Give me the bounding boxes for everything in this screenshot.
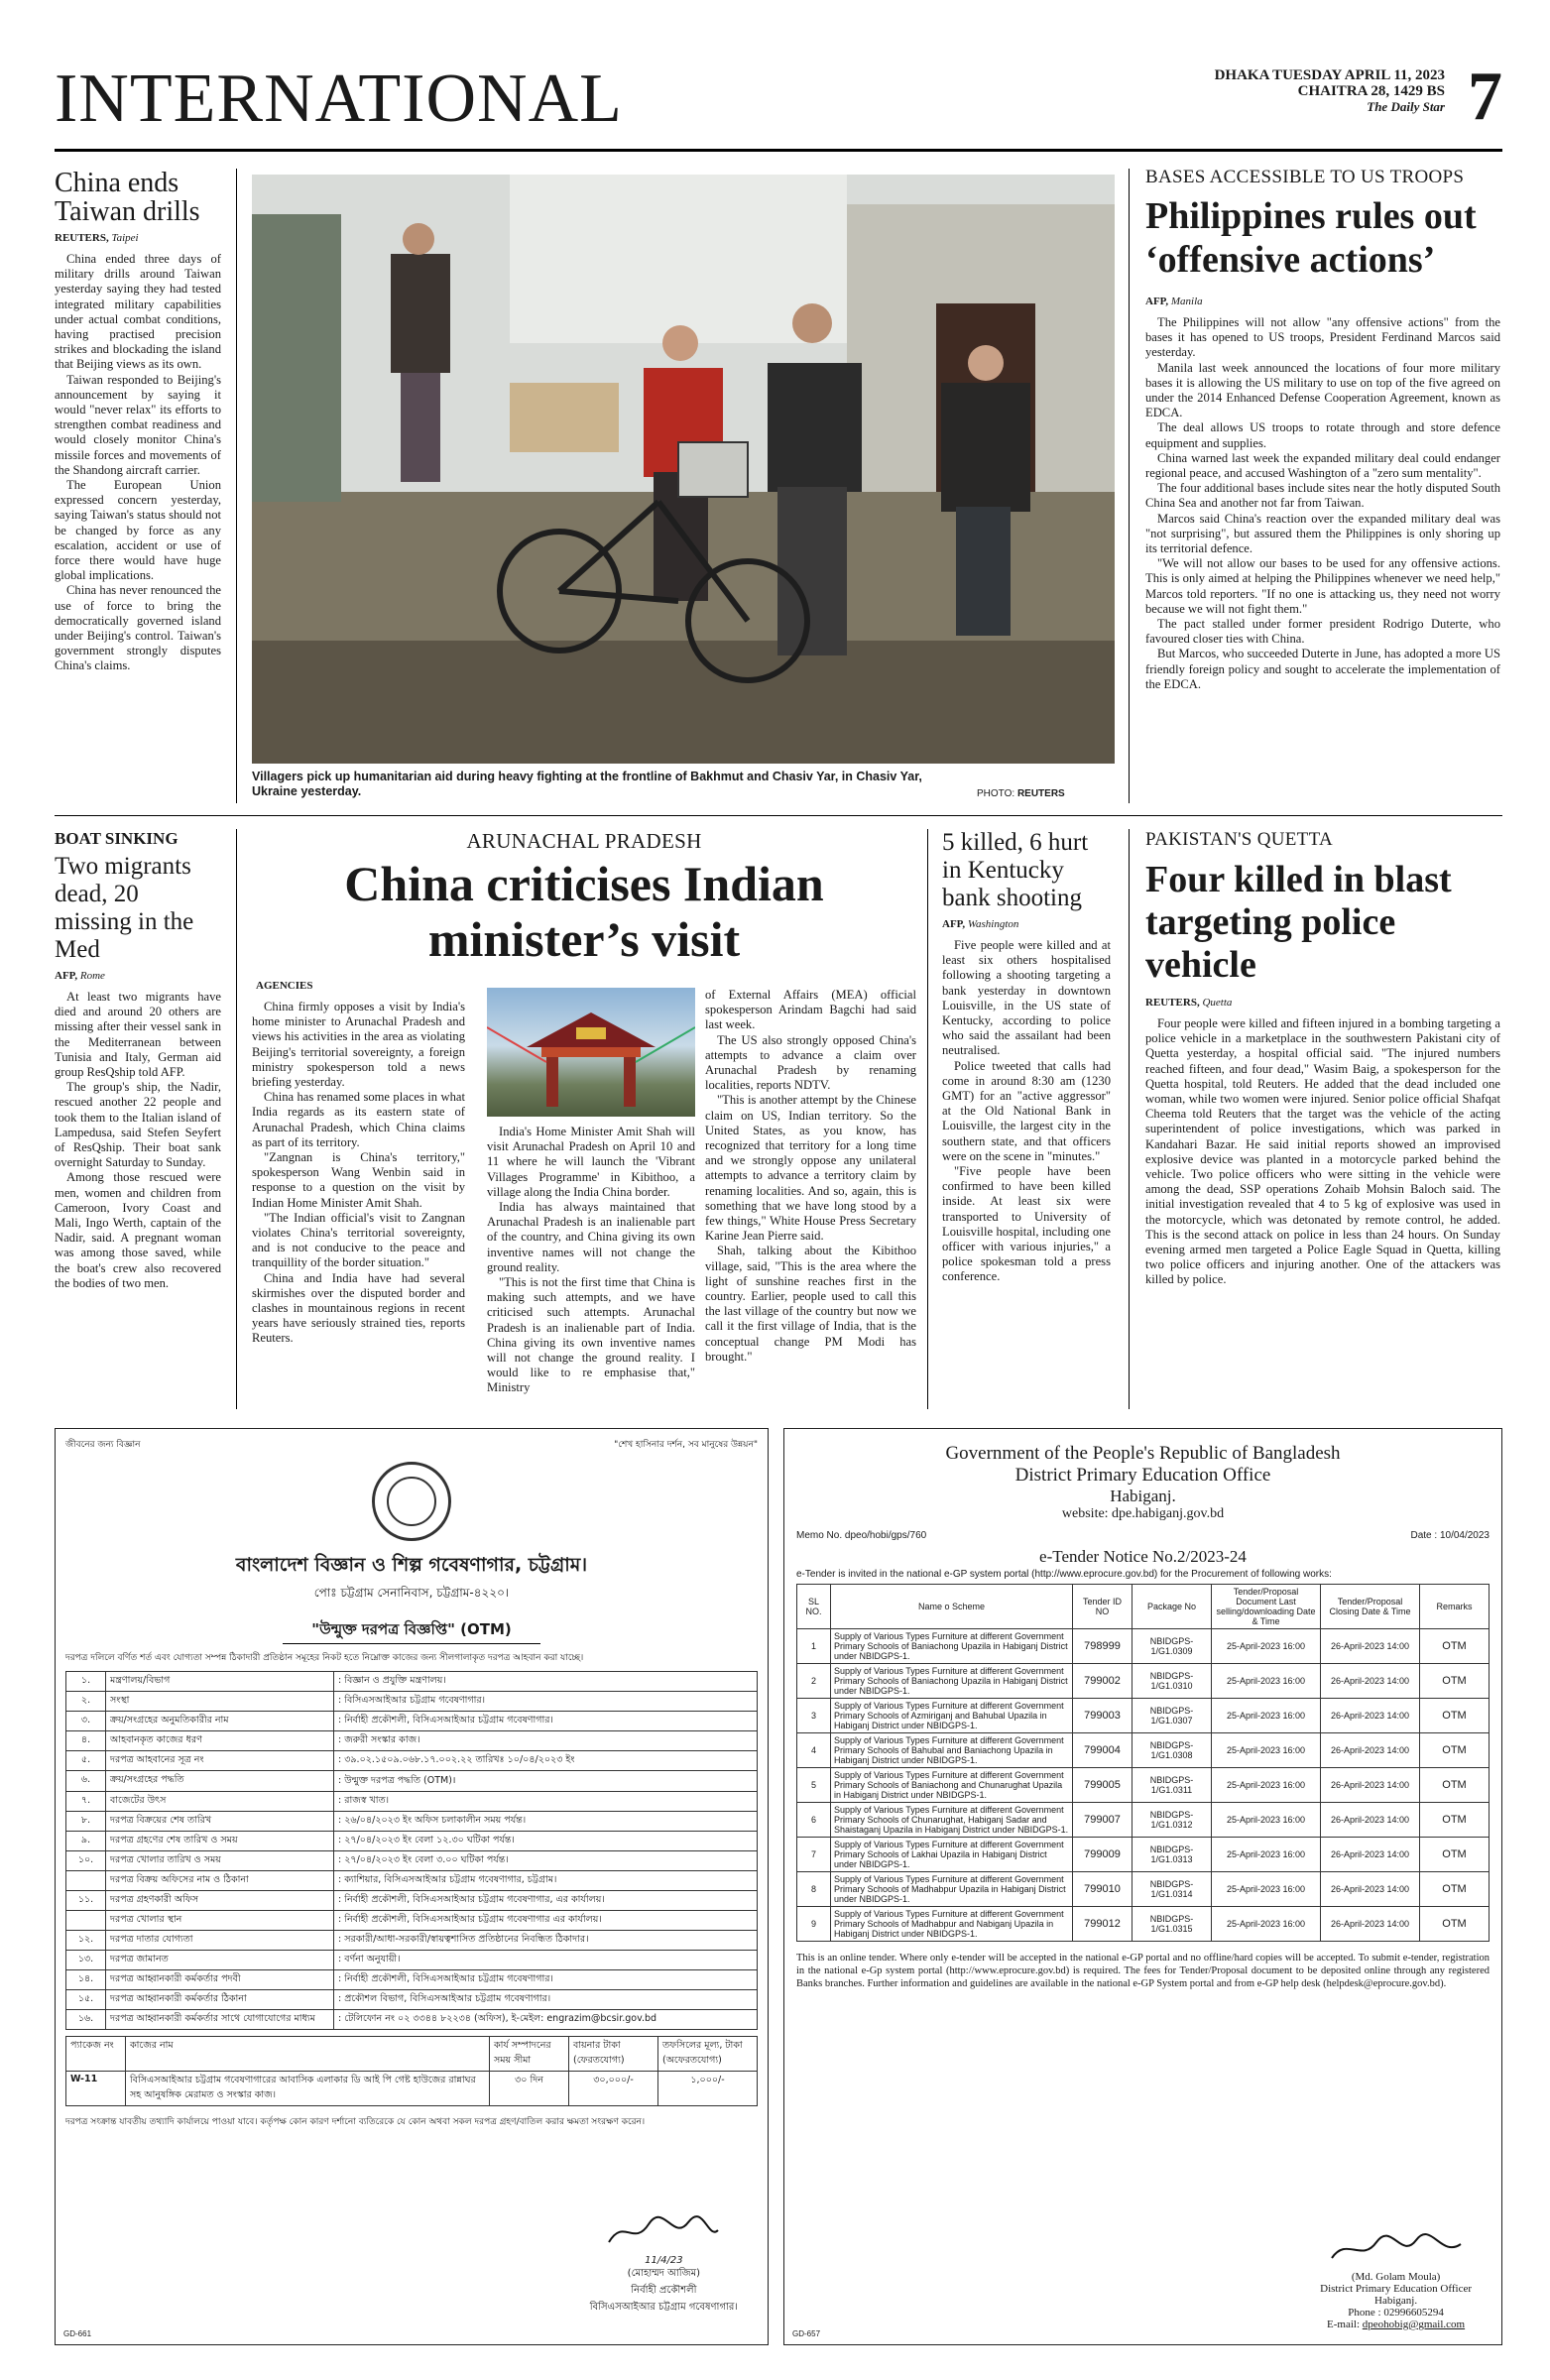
otm-cell-value: : নির্বাহী প্রকৌশলী, বিসিএসআইআর চট্টগ্রাম গবেষণাগার। xyxy=(334,1712,758,1731)
tender-place: Habiganj. xyxy=(1110,1487,1176,1505)
masthead xyxy=(55,60,1502,139)
otm-cell-no: ১১. xyxy=(66,1891,106,1911)
ukraine-photo xyxy=(252,175,1115,764)
tender-cell-sl: 6 xyxy=(797,1803,831,1838)
tender-cell-rem: OTM xyxy=(1420,1629,1490,1664)
otm-cell-no: ১৬. xyxy=(66,2010,106,2030)
tender-cell-pkg: NBIDGPS-1/G1.0315 xyxy=(1133,1907,1212,1942)
philippines-paragraph: The pact stalled under former president Rodrigo Duterte, who favoured closer ties with China. xyxy=(1145,617,1500,647)
arunachal-story xyxy=(252,829,916,1409)
tender-cell-rem: OTM xyxy=(1420,1838,1490,1872)
bcsir-logo xyxy=(372,1462,451,1541)
tender-cell-pkg: NBIDGPS-1/G1.0312 xyxy=(1133,1803,1212,1838)
migrants-kicker: BOAT SINKING xyxy=(55,829,179,848)
otm-cell-no: ১৪. xyxy=(66,1970,106,1990)
tender-cell-close: 26-April-2023 14:00 xyxy=(1321,1699,1420,1733)
photo-caption: Villagers pick up humanitarian aid during heavy fighting at the frontline of Bakhmut and Chasiv Yar, in Chasiv Yar, Ukraine yesterday. xyxy=(252,770,922,798)
taiwan-paragraph: Taiwan responded to Beijing's announcement by saying it would "never relax" its efforts to strengthen combat readiness and would closely monitor China's missile forces and movements of the Shandong aircraft carrier. xyxy=(55,372,221,477)
tender-cell-rem: OTM xyxy=(1420,1803,1490,1838)
otm-cell-label: দরপত্র বিক্রয় অফিসের নাম ও ঠিকানা xyxy=(106,1871,334,1891)
section-title: INTERNATIONAL xyxy=(55,60,623,137)
migrants-paragraph: At least two migrants have died and around 20 others are missing after their vessel sank in the Mediterranean between Tunisia and Italy, German aid group ResQship told AFP. xyxy=(55,990,221,1080)
otm-cell-value: : বর্ণনা অনুযায়ী। xyxy=(334,1951,758,1970)
signer-org: বিসিএসআইআর চট্টগ্রাম গবেষণাগার। xyxy=(589,2302,738,2313)
otm-table xyxy=(65,1671,758,2030)
tender-cell-pkg: NBIDGPS-1/G1.0311 xyxy=(1133,1768,1212,1803)
tender-signature xyxy=(1320,2228,1472,2330)
tender-cell-pkg: NBIDGPS-1/G1.0310 xyxy=(1133,1664,1212,1699)
quetta-headline: Four killed in blast targeting police vehicle xyxy=(1145,859,1452,986)
otm-cell-label: দরপত্র জামানত xyxy=(106,1951,334,1970)
column-rule xyxy=(236,829,237,1409)
arunachal-paragraph: "The Indian official's visit to Zangnan violates China's territorial sovereignty, and is not conducive to the peace and tranquillity of the border situation." xyxy=(252,1210,465,1270)
tender-header: Tender ID NO xyxy=(1073,1585,1133,1629)
work-header: বায়নার টাকা (ফেরতযোগ্য) xyxy=(569,2037,658,2072)
tender-cell-sell: 25-April-2023 16:00 xyxy=(1212,1803,1321,1838)
philippines-paragraph: The Philippines will not allow "any offensive actions" from the bases it has opened to US troops, President Ferdinand Marcos said yesterday. xyxy=(1145,315,1500,360)
tender-memo: Memo No. dpeo/hobi/gps/760 xyxy=(796,1530,927,1541)
signer-title: নির্বাহী প্রকৌশলী xyxy=(631,2285,697,2296)
arunachal-paragraph: "This is another attempt by the Chinese claim on US, Indian territory. So the United States, as you know, has recognized that territory for a long time and we strongly oppose any unilateral attempts to advance a territory claim by renaming localities. And so, again, this is something that we have long stood by a few things," White House Press Secretary Karine Jean Pierre said. xyxy=(705,1093,916,1244)
tender-cell-scheme: Supply of Various Types Furniture at different Government Primary Schools of Lakhai Upazila in Habiganj District under NBIDGPS-1. xyxy=(831,1838,1073,1872)
kibithoo-photo xyxy=(487,988,695,1117)
migrants-paragraph: Among those rescued were men, women and children from Cameroon, Ivory Coast and Mali, Ingo Werth, captain of the Nadir, said. A pregnant woman was among those saved, while the boat's crew also recovered the bodies of two men. xyxy=(55,1170,221,1290)
otm-cell-value: : সরকারী/আধা-সরকারী/স্বায়ত্বশাসিত প্রতিষ্ঠানের নিবন্ধিত ঠিকাদার। xyxy=(334,1931,758,1951)
ad-title: "উন্মুক্ত দরপত্র বিজ্ঞপ্তি" (OTM) xyxy=(283,1618,540,1644)
tender-row xyxy=(797,1664,1490,1699)
arunachal-col3 xyxy=(705,988,916,1408)
tender-cell-rem: OTM xyxy=(1420,1699,1490,1733)
tender-row xyxy=(797,1872,1490,1907)
quetta-paragraph: Four people were killed and fifteen injured in a bombing targeting a police vehicle in a marketplace in the southwestern Pakistani city of Quetta yesterday, a hospital official said. "The injured numbers reached fifteen, and four dead," Wasim Baig, a spokesperson for the Quetta hospital, told Reuters. He added that the dead included one woman, while two women were injured. Senior police official Shafqat Cheema told Reuters that the target was the vehicle of the acting superintendent of police investigations, which was parked in Kandahari Bazar. He said initial reports showed an improvised explosive device was planted in a motorcycle parked behind the vehicle. Two police officers who were sitting in the vehicle were among the dead, SSP operations Zohaib Mohsin Baloch said. The initial investigation revealed that 4 to 5 kg of explosive was used in the motorcycle, which was detonated by remote control, he added. This is the second attack on police in less than 24 hours. On Sunday evening armed men targeted a Police Eagle Squad in Quetta, killing two police officers and injuring another. One of the attackers was killed by police. xyxy=(1145,1016,1500,1287)
otm-cell-label: ক্রয়/সংগ্রহের পদ্ধতি xyxy=(106,1771,334,1792)
otm-row xyxy=(66,1891,758,1911)
tender-signer-title: District Primary Education Officer xyxy=(1320,2283,1472,2295)
philippines-kicker: BASES ACCESSIBLE TO US TROOPS xyxy=(1145,167,1465,187)
tender-header: SL NO. xyxy=(797,1585,831,1629)
column-rule xyxy=(1129,169,1130,803)
otm-cell-no: ৯. xyxy=(66,1832,106,1851)
otm-cell-value: : টেলিফোন নং ০২ ৩৩৪৪ ৮২২৩৪ (অফিস), ই-মেইল: engrazim@bcsir.gov.bd xyxy=(334,2010,758,2030)
tender-row xyxy=(797,1768,1490,1803)
tender-cell-sell: 25-April-2023 16:00 xyxy=(1212,1768,1321,1803)
otm-cell-label: দরপত্র গ্রহণকারী অফিস xyxy=(106,1891,334,1911)
arunachal-headline: China criticises Indian minister’s visit xyxy=(344,856,824,967)
tender-cell-close: 26-April-2023 14:00 xyxy=(1321,1803,1420,1838)
otm-cell-value: : নির্বাহী প্রকৌশলী, বিসিএসআইআর চট্টগ্রাম গবেষণাগার এর কার্যালয়। xyxy=(334,1911,758,1931)
arunachal-paragraph: "Zangnan is China's territory," spokesperson Wang Wenbin said in response to a question on the visit by Indian Home Minister Amit Shah. xyxy=(252,1150,465,1210)
philippines-paragraph: The four additional bases include sites near the hotly disputed South China Sea and another not far from Taiwan. xyxy=(1145,481,1500,511)
quetta-byline: REUTERS, Quetta xyxy=(1145,997,1233,1009)
tender-cell-id: 799010 xyxy=(1073,1872,1133,1907)
tender-cell-id: 799004 xyxy=(1073,1733,1133,1768)
otm-row xyxy=(66,2010,758,2030)
tender-cell-pkg: NBIDGPS-1/G1.0308 xyxy=(1133,1733,1212,1768)
section-rule xyxy=(55,815,1502,816)
otm-cell-value: : জরুরী সংস্কার কাজ। xyxy=(334,1731,758,1751)
tender-footer: This is an online tender. Where only e-tender will be accepted in the national e-GP portal and no offline/hard copies will be accepted. To submit e-tender, registration in the national e-Gp system portal (http://www.eprocure.gov.bd) is required. The fees for Tender/Proposal document to be deposited online through any registered Banks branches. Further information and guidelines are available in the national e-GP System portal and from e-GP help desk (helpdesk@eprocure.gov.bd). xyxy=(796,1953,1490,1989)
otm-cell-label: ক্রয়/সংগ্রহের অনুমতিকারীর নাম xyxy=(106,1712,334,1731)
arunachal-paragraph: India's Home Minister Amit Shah will visit Arunachal Pradesh on April 10 and 11 where he will launch the 'Vibrant Villages Programme' in Kibithoo, a village along the India China border. xyxy=(487,1125,695,1199)
otm-row xyxy=(66,1731,758,1751)
tender-cell-sell: 25-April-2023 16:00 xyxy=(1212,1872,1321,1907)
tender-cell-rem: OTM xyxy=(1420,1907,1490,1942)
tender-cell-pkg: NBIDGPS-1/G1.0307 xyxy=(1133,1699,1212,1733)
ad-motto-right: "শেখ হাসিনার দর্শন, সব মানুষের উন্নয়ন" xyxy=(614,1440,758,1450)
arunachal-byline: AGENCIES xyxy=(256,980,313,992)
philippines-paragraph: But Marcos, who succeeded Duterte in June, has adopted a more US friendly foreign policy and sought to accelerate the implementation of the EDCA. xyxy=(1145,647,1500,691)
column-rule xyxy=(1129,829,1130,1409)
tender-cell-scheme: Supply of Various Types Furniture at different Government Primary Schools of Madhabpur and Nabiganj Upazila in Habiganj District under NBIDGPS-1. xyxy=(831,1907,1073,1942)
tender-cell-sl: 3 xyxy=(797,1699,831,1733)
otm-cell-label: দরপত্র বিক্রয়ের শেষ তারিখ xyxy=(106,1812,334,1832)
ad-code: GD-657 xyxy=(792,2329,821,2338)
otm-cell-no: ৬. xyxy=(66,1771,106,1792)
ad-org-name: বাংলাদেশ বিজ্ঞান ও শিল্প গবেষণাগার, চট্টগ্রাম। xyxy=(235,1554,588,1576)
work-deposit: ৩০,০০০/- xyxy=(569,2072,658,2106)
otm-cell-label: দরপত্র আহবানের সূত্র নং xyxy=(106,1751,334,1771)
otm-cell-no: ৫. xyxy=(66,1751,106,1771)
kentucky-paragraph: Five people were killed and at least six others hospitalised following a shooting targeting a bank yesterday in downtown Louisville, in the US state of Kentucky, according to police who said the assailant had been neutralised. xyxy=(942,938,1111,1058)
tender-cell-scheme: Supply of Various Types Furniture at different Government Primary Schools of Baniachong and Chunarughat Upazila in Habiganj District under NBIDGPS-1. xyxy=(831,1768,1073,1803)
otm-row xyxy=(66,1951,758,1970)
tender-cell-id: 799002 xyxy=(1073,1664,1133,1699)
tender-row xyxy=(797,1629,1490,1664)
migrants-byline: AFP, Rome xyxy=(55,970,105,982)
ad-motto-left: জীবনের জন্য বিজ্ঞান xyxy=(65,1440,141,1450)
tender-cell-rem: OTM xyxy=(1420,1664,1490,1699)
tender-office: District Primary Education Office xyxy=(1014,1465,1271,1486)
philippines-paragraph: Marcos said China's reaction over the expanded military deal was "not surprising", but assured them the Philippines is only shoring up its territorial defence. xyxy=(1145,511,1500,556)
kentucky-story xyxy=(942,829,1111,1409)
tender-title: e-Tender Notice No.2/2023-24 xyxy=(1039,1547,1247,1566)
tender-cell-close: 26-April-2023 14:00 xyxy=(1321,1838,1420,1872)
otm-cell-no: ৪. xyxy=(66,1731,106,1751)
tender-cell-sell: 25-April-2023 16:00 xyxy=(1212,1838,1321,1872)
signature-scribble xyxy=(1322,2228,1471,2268)
otm-row xyxy=(66,1692,758,1712)
paper-logo: The Daily Star xyxy=(1367,99,1445,114)
otm-cell-value: : ২৭/০৪/২০২৩ ইং বেলা ৩.০০ ঘটিকা পর্যন্ত। xyxy=(334,1851,758,1871)
otm-cell-no: ৮. xyxy=(66,1812,106,1832)
otm-cell-value: : ৩৯.০২.১৫০৯.০৬৮.১৭.০০২.২২ তারিখঃ ১০/০৪/২০২৩ ইং xyxy=(334,1751,758,1771)
otm-cell-value: : ক্যাশিয়ার, বিসিএসআইআর চট্টগ্রাম গবেষণাগার, চট্টগ্রাম। xyxy=(334,1871,758,1891)
tender-table xyxy=(796,1584,1490,1942)
arunachal-paragraph: India has always maintained that Arunachal Pradesh is an inalienable part of the country, and China giving its own inventive names will not change the ground reality. xyxy=(487,1200,695,1274)
tender-cell-sell: 25-April-2023 16:00 xyxy=(1212,1664,1321,1699)
tender-email: E-mail: dpeohobig@gmail.com xyxy=(1327,2319,1466,2330)
arunachal-paragraph: of External Affairs (MEA) official spokesperson Arindam Bagchi had said last week. xyxy=(705,988,916,1032)
tender-cell-sl: 8 xyxy=(797,1872,831,1907)
otm-cell-label: মন্ত্রণালয়/বিভাগ xyxy=(106,1672,334,1692)
tender-header: Remarks xyxy=(1420,1585,1490,1629)
otm-cell-no: ২. xyxy=(66,1692,106,1712)
tender-cell-close: 26-April-2023 14:00 xyxy=(1321,1664,1420,1699)
tender-cell-sl: 5 xyxy=(797,1768,831,1803)
arunachal-paragraph: China and India have had several skirmishes over the disputed border and clashes in mountainous regions in recent years have seriously strained ties, reports Reuters. xyxy=(252,1270,465,1346)
migrants-headline: Two migrants dead, 20 missing in the Med xyxy=(55,853,194,963)
philippines-paragraph: "We will not allow our bases to be used for any offensive actions. This is only aimed at helping the Philippines whenever we need help," Marcos told reporters. "If no one is attacking us, they need not worry because we will not fight them." xyxy=(1145,556,1500,616)
otm-cell-value: : ২৬/০৪/২০২৩ ইং অফিস চলাকালীন সময় পর্যন্ত। xyxy=(334,1812,758,1832)
tender-header: Package No xyxy=(1133,1585,1212,1629)
otm-row xyxy=(66,1851,758,1871)
arunachal-paragraph: "This is not the first time that China is making such attempts, and we have criticised such attempts. Arunachal Pradesh is an inalienable part of India. China giving its own inventive names will not change the ground reality. I would like to re emphasise that," Ministry xyxy=(487,1275,695,1395)
otm-cell-value: : বিজ্ঞান ও প্রযুক্তি মন্ত্রণালয়। xyxy=(334,1672,758,1692)
work-time: ৩০ দিন xyxy=(490,2072,569,2106)
otm-cell-value: : বিসিএসআইআর চট্টগ্রাম গবেষণাগার। xyxy=(334,1692,758,1712)
taiwan-headline: China ends Taiwan drills xyxy=(55,169,200,227)
arunachal-col2 xyxy=(487,1125,695,1408)
ad-footnote: দরপত্র সংক্রান্ত যাবতীয় তথ্যাদি কার্যালয়ে পাওয়া যাবে। কর্তৃপক্ষ কোন কারণ দর্শানো ব্যতিরেকে যে কোন অথবা সকল দরপত্র গ্রহণ/বাতিল করার ক্ষমতা সংরক্ষণ করেন। xyxy=(65,2117,646,2127)
otm-cell-no: ১২. xyxy=(66,1931,106,1951)
tender-cell-close: 26-April-2023 14:00 xyxy=(1321,1733,1420,1768)
tender-cell-scheme: Supply of Various Types Furniture at different Government Primary Schools of Baniachong Upazila in Habiganj District under NBIDGPS-1. xyxy=(831,1629,1073,1664)
tender-cell-sell: 25-April-2023 16:00 xyxy=(1212,1733,1321,1768)
tender-cell-id: 799009 xyxy=(1073,1838,1133,1872)
signature-date: 11/4/23 xyxy=(645,2255,683,2266)
tender-cell-id: 798999 xyxy=(1073,1629,1133,1664)
otm-row xyxy=(66,1871,758,1891)
tender-cell-rem: OTM xyxy=(1420,1733,1490,1768)
kentucky-byline: AFP, Washington xyxy=(942,918,1019,930)
otm-cell-value: : প্রকৌশল বিভাগ, বিসিএসআইআর চট্টগ্রাম গবেষণাগার। xyxy=(334,1990,758,2010)
philippines-paragraph: China warned last week the expanded military deal could endanger regional peace, and accused Washington of a "zero sum mentality". xyxy=(1145,450,1500,481)
otm-row xyxy=(66,1970,758,1990)
arunachal-kicker: ARUNACHAL PRADESH xyxy=(466,829,702,853)
tender-email-link[interactable]: dpeohobig@gmail.com xyxy=(1362,2319,1466,2330)
migrants-paragraph: The group's ship, the Nadir, rescued another 22 people and took them to the Italian island of Lampedusa, said Stefen Seyfert of ResQship. Their boat sank overnight Saturday to Sunday. xyxy=(55,1080,221,1170)
otm-row xyxy=(66,1771,758,1792)
otm-cell-no xyxy=(66,1871,106,1891)
otm-cell-no: ১৫. xyxy=(66,1990,106,2010)
otm-cell-no: ১০. xyxy=(66,1851,106,1871)
otm-row xyxy=(66,1712,758,1731)
taiwan-story xyxy=(55,169,221,803)
signature-scribble xyxy=(604,2212,723,2252)
tender-signer: (Md. Golam Moula) xyxy=(1351,2271,1441,2283)
philippines-headline: Philippines rules out ‘offensive actions’ xyxy=(1145,195,1477,281)
work-code: W-11 xyxy=(66,2072,126,2106)
work-name: বিসিএসআইআর চট্টগ্রাম গবেষণাগারের আবাসিক এলাকার ডি আই পি গেষ্ট হাউজের রান্নাঘর সহ আনুষঙ্গিক মেরামত ও সংস্কার কাজ। xyxy=(126,2072,490,2106)
photo-illustration xyxy=(252,175,1115,764)
tender-header: Tender/Proposal Closing Date & Time xyxy=(1321,1585,1420,1629)
tender-row xyxy=(797,1699,1490,1733)
tender-cell-sl: 2 xyxy=(797,1664,831,1699)
otm-cell-label: আহবানকৃত কাজের ধরণ xyxy=(106,1731,334,1751)
tender-cell-scheme: Supply of Various Types Furniture at different Government Primary Schools of Azmiriganj and Bahubal Upazila in Habiganj District under NBIDGPS-1. xyxy=(831,1699,1073,1733)
otm-cell-no: ১. xyxy=(66,1672,106,1692)
arunachal-paragraph: China has renamed some places in what India regards as its eastern state of Arunachal Pradesh, which China claims as part of its territory. xyxy=(252,1090,465,1149)
otm-cell-value: : রাজস্ব খাত। xyxy=(334,1792,758,1812)
migrants-story xyxy=(55,829,221,1409)
taiwan-byline: REUTERS, Taipei xyxy=(55,232,139,244)
tender-website: website: dpe.habiganj.gov.bd xyxy=(1061,1506,1225,1521)
otm-cell-label: বাজেটের উৎস xyxy=(106,1792,334,1812)
ad-address: পোঃ চট্টগ্রাম সেনানিবাস, চট্টগ্রাম-৪২২০। xyxy=(313,1586,510,1600)
masthead-rule xyxy=(55,149,1502,152)
column-rule xyxy=(236,169,237,803)
tender-cell-close: 26-April-2023 14:00 xyxy=(1321,1768,1420,1803)
tender-cell-sell: 25-April-2023 16:00 xyxy=(1212,1629,1321,1664)
tender-cell-close: 26-April-2023 14:00 xyxy=(1321,1629,1420,1664)
tender-phone: Phone : 02996605294 xyxy=(1348,2307,1444,2319)
kentucky-paragraph: "Five people have been confirmed to have been killed inside. At least six were transported to University of Louisville hospital, including one officer with various injuries," a police spokesman told a press conference. xyxy=(942,1164,1111,1284)
work-header: কাজের নাম xyxy=(126,2037,490,2072)
tender-cell-sl: 4 xyxy=(797,1733,831,1768)
work-header: প্যাকেজ নং xyxy=(66,2037,126,2072)
philippines-story xyxy=(1145,167,1500,806)
tender-cell-scheme: Supply of Various Types Furniture at different Government Primary Schools of Bahubal and Baniachong Upazila in Habiganj District under NBIDGPS-1. xyxy=(831,1733,1073,1768)
otm-row xyxy=(66,1931,758,1951)
taiwan-paragraph: China ended three days of military drills around Taiwan yesterday saying they had tested integrated military capabilities under actual combat conditions, having practised precision strikes and blockading the island that Beijing views as its own. xyxy=(55,252,221,372)
signer-name: (মোহাম্মদ আজিম) xyxy=(627,2268,701,2279)
otm-row xyxy=(66,1990,758,2010)
tender-cell-pkg: NBIDGPS-1/G1.0314 xyxy=(1133,1872,1212,1907)
otm-work-table xyxy=(65,2036,758,2106)
page-number: 7 xyxy=(1468,59,1502,135)
work-header: কার্য সম্পাদনের সময় সীমা xyxy=(490,2037,569,2072)
otm-cell-no: ৩. xyxy=(66,1712,106,1731)
kentucky-headline: 5 killed, 6 hurt in Kentucky bank shooting xyxy=(942,829,1089,911)
otm-row xyxy=(66,1812,758,1832)
otm-cell-value: : নির্বাহী প্রকৌশলী, বিসিএসআইআর চট্টগ্রাম গবেষণাগার। xyxy=(334,1970,758,1990)
tender-header: Name o Scheme xyxy=(831,1585,1073,1629)
tender-cell-id: 799005 xyxy=(1073,1768,1133,1803)
tender-cell-sl: 1 xyxy=(797,1629,831,1664)
tender-cell-id: 799012 xyxy=(1073,1907,1133,1942)
otm-cell-no xyxy=(66,1911,106,1931)
tender-cell-rem: OTM xyxy=(1420,1872,1490,1907)
otm-cell-no: ১৩. xyxy=(66,1951,106,1970)
tender-signer-place: Habiganj. xyxy=(1374,2295,1418,2307)
tender-intro: e-Tender is invited in the national e-GP system portal (http://www.eprocure.gov.bd) for the Procurement of following works: xyxy=(796,1569,1332,1580)
otm-row xyxy=(66,1911,758,1931)
otm-row xyxy=(66,1672,758,1692)
tender-cell-id: 799003 xyxy=(1073,1699,1133,1733)
philippines-byline: AFP, Manila xyxy=(1145,296,1203,307)
otm-cell-label: দরপত্র খোলার স্থান xyxy=(106,1911,334,1931)
tender-gov: Government of the People's Republic of Bangladesh xyxy=(945,1443,1341,1464)
tender-cell-sl: 7 xyxy=(797,1838,831,1872)
tender-header: Tender/Proposal Document Last selling/downloading Date & Time xyxy=(1212,1585,1321,1629)
tender-cell-pkg: NBIDGPS-1/G1.0309 xyxy=(1133,1629,1212,1664)
otm-cell-label: দরপত্র খোলার তারিখ ও সময় xyxy=(106,1851,334,1871)
tender-row xyxy=(797,1907,1490,1942)
otm-row xyxy=(66,1832,758,1851)
otm-cell-label: দরপত্র আহ্বানকারী কর্মকর্তার ঠিকানা xyxy=(106,1990,334,2010)
tender-cell-scheme: Supply of Various Types Furniture at different Government Primary Schools of Baniachong Upazila in Habiganj District under NBIDGPS-1. xyxy=(831,1664,1073,1699)
tender-cell-scheme: Supply of Various Types Furniture at different Government Primary Schools of Madhabpur Upazila in Habiganj District under NBIDGPS-1. xyxy=(831,1872,1073,1907)
taiwan-paragraph: The European Union expressed concern yesterday, saying Taiwan's status should not be changed by force as any escalation, accident or use of force there would have huge global implications. xyxy=(55,478,221,583)
work-header: তফসিলের মূল্য, টাকা (অফেরতযোগ্য) xyxy=(658,2037,758,2072)
otm-cell-value: : নির্বাহী প্রকৌশলী, বিসিএসআইআর চট্টগ্রাম গবেষণাগার, এর কার্যালয়। xyxy=(334,1891,758,1911)
quetta-kicker: PAKISTAN'S QUETTA xyxy=(1145,829,1333,850)
photo-credit: PHOTO: REUTERS xyxy=(977,788,1065,799)
otm-cell-value: : ২৭/০৪/২০২৩ ইং বেলা ১২.৩০ ঘটিকা পর্যন্ত। xyxy=(334,1832,758,1851)
gate-illustration xyxy=(487,988,695,1117)
arunachal-paragraph: The US also strongly opposed China's attempts to advance a claim over Arunachal Pradesh by renaming localities, reports NDTV. xyxy=(705,1032,916,1093)
bangla-date: CHAITRA 28, 1429 BS xyxy=(1297,83,1445,99)
tender-row xyxy=(797,1733,1490,1768)
arunachal-paragraph: Shah, talking about the Kibithoo village, said, "This is the area where the light of sunshine reaches first in the country. Earlier, people used to call this the last village of the country but now we call it the first village of India, that is the conceptual change PM Modi has brought." xyxy=(705,1244,916,1364)
otm-cell-label: দরপত্র দাতার যোগ্যতা xyxy=(106,1931,334,1951)
otm-cell-label: দরপত্র গ্রহণের শেষ তারিখ ও সময় xyxy=(106,1832,334,1851)
tender-cell-sell: 25-April-2023 16:00 xyxy=(1212,1699,1321,1733)
philippines-paragraph: The deal allows US troops to rotate through and store defence equipment and supplies. xyxy=(1145,420,1500,450)
ad-intro: দরপত্র দলিলে বর্ণিত শর্ত এবং যোগ্যতা সম্পন্ন ঠিকাদারী প্রতিষ্ঠান সমূহের নিকট হতে নিম্নোক্ত কাজের জন্য সীলগালাকৃত দরপত্র আহবান করা যাচ্ছে। xyxy=(65,1653,584,1663)
column-rule xyxy=(927,829,928,1409)
tender-cell-pkg: NBIDGPS-1/G1.0313 xyxy=(1133,1838,1212,1872)
otm-row xyxy=(66,1751,758,1771)
etender-advertisement xyxy=(783,1428,1502,2345)
otm-advertisement xyxy=(55,1428,769,2345)
otm-cell-label: দরপত্র আহ্বানকারী কর্মকর্তার পদবী xyxy=(106,1970,334,1990)
ad-code: GD-661 xyxy=(63,2329,92,2338)
tender-cell-sell: 25-April-2023 16:00 xyxy=(1212,1907,1321,1942)
tender-cell-scheme: Supply of Various Types Furniture at different Government Primary Schools of Chunarughat, Habiganj Sadar and Shaistaganj Upazila in Habiganj District under NBIDGPS-1. xyxy=(831,1803,1073,1838)
ad-signature xyxy=(590,2212,738,2317)
work-price: ১,০০০/- xyxy=(658,2072,758,2106)
tender-cell-sl: 9 xyxy=(797,1907,831,1942)
date-line: DHAKA TUESDAY APRIL 11, 2023 xyxy=(1214,67,1445,83)
tender-row xyxy=(797,1838,1490,1872)
tender-row xyxy=(797,1803,1490,1838)
arunachal-col1 xyxy=(252,1000,465,1408)
otm-row xyxy=(66,1792,758,1812)
tender-cell-id: 799007 xyxy=(1073,1803,1133,1838)
tender-cell-close: 26-April-2023 14:00 xyxy=(1321,1872,1420,1907)
arunachal-paragraph: China firmly opposes a visit by India's home minister to Arunachal Pradesh and views his activities in the area as violating Beijing's territorial sovereignty, a foreign ministry spokesperson told a news briefing yesterday. xyxy=(252,1000,465,1090)
tender-date: Date : 10/04/2023 xyxy=(1410,1530,1490,1541)
tender-cell-rem: OTM xyxy=(1420,1768,1490,1803)
otm-cell-label: সংস্থা xyxy=(106,1692,334,1712)
taiwan-paragraph: China has never renounced the use of force to bring the democratically governed island under Beijing's control. Taiwan's government strongly disputes China's claims. xyxy=(55,583,221,673)
otm-cell-no: ৭. xyxy=(66,1792,106,1812)
tender-cell-close: 26-April-2023 14:00 xyxy=(1321,1907,1420,1942)
otm-cell-value: : উন্মুক্ত দরপত্র পদ্ধতি (OTM)। xyxy=(334,1771,758,1792)
kentucky-paragraph: Police tweeted that calls had come in around 8:30 am (1230 GMT) for an "active aggressor" at the Old National Bank in Louisville, the largest city in the southern state, and that officers were on the scene in "minutes." xyxy=(942,1058,1111,1163)
quetta-story xyxy=(1145,829,1500,1409)
philippines-paragraph: Manila last week announced the locations of four more military bases it is allowing the US military to use on top of the five agreed on under the 2014 Enhanced Defense Cooperation Agreement, known as EDCA. xyxy=(1145,360,1500,420)
otm-cell-label: দরপত্র আহ্বানকারী কর্মকর্তার সাথে যোগাযোগের মাধ্যম xyxy=(106,2010,334,2030)
